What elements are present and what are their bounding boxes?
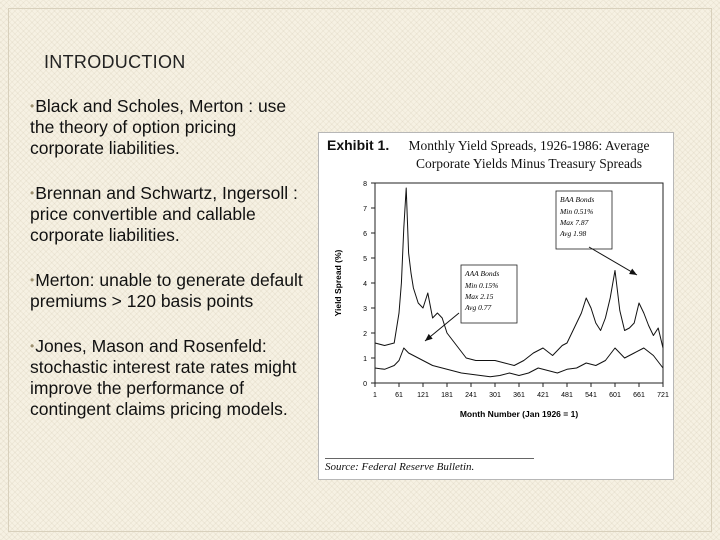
bullet-list [30,96,315,444]
bullet-text: Jones, Mason and Rosenfeld: stochastic interest rate rates might improve the performance of contingent claims pricing models. [30,336,297,419]
legend-arrowhead-baa [629,269,637,275]
x-tick-label: 121 [417,392,429,399]
bullet-dot-icon: • [30,339,35,353]
exhibit-figure [318,132,674,480]
x-tick-label: 661 [633,392,645,399]
exhibit-title-line1: Monthly Yield Spreads, 1926-1986: Average [408,138,650,153]
y-tick-label: 2 [363,331,367,338]
x-tick-label: 61 [395,392,403,399]
bullet-text: Brennan and Schwartz, Ingersoll : price convertible and callable corporate liabilities. [30,183,298,245]
x-axis-label: Month Number (Jan 1926 = 1) [459,409,579,419]
bullet-text: Merton: unable to generate default premiums > 120 basis points [30,270,303,311]
bullet-item [30,270,315,312]
slide-title: INTRODUCTION [44,52,186,72]
exhibit-source: Source: Federal Reserve Bulletin. [325,458,534,473]
y-tick-label: 1 [363,356,367,363]
bullet-item [30,96,315,159]
bullet-item [30,183,315,246]
legend-name-baa: BAA Bonds [560,195,595,204]
y-axis-label: Yield Spread (%) [333,249,343,317]
bullet-text: Black and Scholes, Merton : use the theory of option pricing corporate liabilities. [30,96,287,158]
bullet-dot-icon: • [30,273,35,287]
bullet-dot-icon: • [30,186,35,200]
legend-stat-baa: Min 0.51% [560,207,594,216]
x-tick-label: 541 [585,392,597,399]
legend-stat-aaa: Min 0.15% [465,281,499,290]
x-tick-label: 361 [513,392,525,399]
exhibit-title [391,137,667,173]
y-tick-label: 0 [363,381,367,388]
legend-name-aaa: AAA Bonds [465,269,500,278]
legend-arrow-baa [589,247,637,275]
y-tick-label: 8 [363,181,367,188]
exhibit-title-line2: Corporate Yields Minus Treasury Spreads [416,156,642,171]
x-tick-label: 241 [465,392,477,399]
y-tick-label: 7 [363,206,367,213]
legend-stat-baa: Max 7.87 [560,218,589,227]
bullet-dot-icon: • [30,99,35,113]
yield-spread-chart [319,177,673,455]
x-tick-label: 421 [537,392,549,399]
bullet-item [30,336,315,420]
legend-stat-baa: Avg 1.98 [560,229,587,238]
x-tick-label: 481 [561,392,573,399]
legend-stat-aaa: Max 2.15 [465,292,494,301]
x-tick-label: 301 [489,392,501,399]
x-tick-label: 721 [657,392,669,399]
x-tick-label: 601 [609,392,621,399]
x-tick-label: 181 [441,392,453,399]
series-line-aaa [375,348,663,377]
series-line-baa [375,188,663,366]
y-tick-label: 6 [363,231,367,238]
legend-stat-aaa: Avg 0.77 [465,303,492,312]
y-tick-label: 5 [363,256,367,263]
legend-arrowhead-aaa [425,334,433,341]
exhibit-label: Exhibit 1. [327,137,390,153]
exhibit-header [327,137,667,177]
y-tick-label: 4 [363,281,367,288]
y-tick-label: 3 [363,306,367,313]
x-tick-label: 1 [373,392,377,399]
